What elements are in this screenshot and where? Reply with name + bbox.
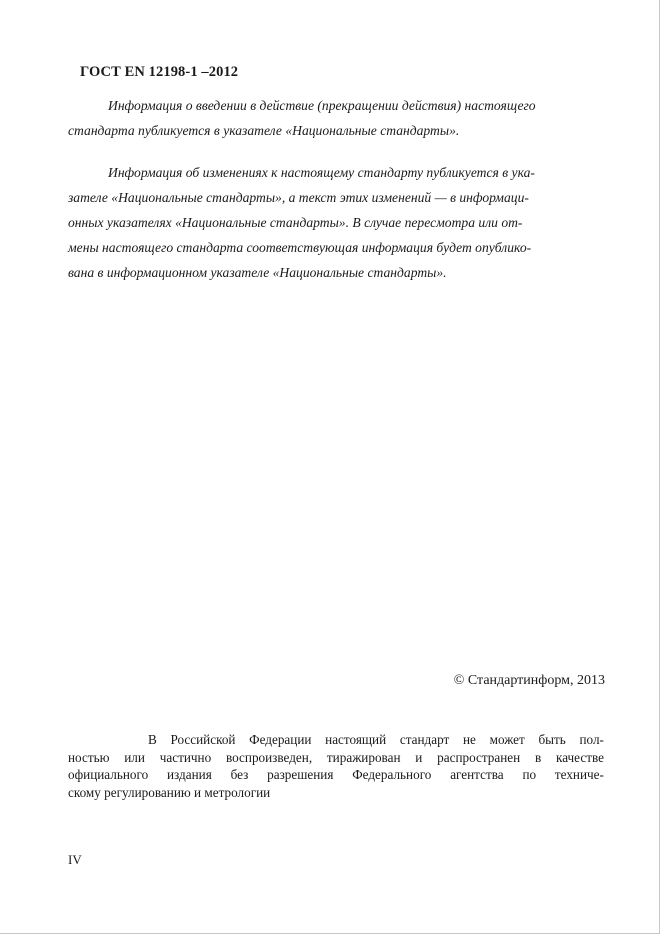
reproduction-notice <box>68 731 604 801</box>
notice-word: ностью <box>68 749 110 765</box>
document-code-header: ГОСТ EN 12198-1 –2012 <box>80 64 239 80</box>
notice-word: издания <box>167 767 212 782</box>
notice-line-text: скому регулированию и метрологии <box>68 784 271 800</box>
notice-word: без <box>230 767 249 782</box>
notice-word: Федерального <box>352 767 432 782</box>
notice-line <box>68 731 604 749</box>
paragraph-line: зателе «Национальные стандарты», а текст этих изменений — в информаци- <box>68 190 529 205</box>
notice-word: техниче- <box>554 767 604 782</box>
notice-word: Российской <box>170 732 236 747</box>
notice-word: и <box>415 749 423 765</box>
notice-word: Федерации <box>249 732 312 747</box>
notice-word: не <box>462 732 476 747</box>
notice-word: качестве <box>556 749 604 765</box>
paragraph-line: Информация об изменениях к настоящему стандарту публикуется в ука- <box>108 165 535 180</box>
publication-info-paragraph <box>68 93 600 143</box>
notice-word: частично <box>159 749 212 765</box>
notice-word: может <box>489 732 525 747</box>
paragraph-line: стандарта публикуется в указателе «Национальные стандарты». <box>68 123 460 138</box>
notice-word: в <box>535 749 542 765</box>
page-number: IV <box>68 852 82 867</box>
notice-line <box>68 766 604 784</box>
notice-word: официального <box>68 767 149 782</box>
notice-word: воспроизведен, <box>225 749 313 765</box>
paragraph-line: мены настоящего стандарта соответствующая информация будет опублико- <box>68 240 532 255</box>
notice-word: или <box>124 749 145 765</box>
amendments-info-paragraph <box>68 160 600 285</box>
paragraph-line: Информация о введении в действие (прекращении действия) настоящего <box>108 98 536 113</box>
paragraph-line: онных указателях «Национальные стандарты». В случае пересмотра или от- <box>68 215 523 230</box>
notice-word: пол- <box>579 732 604 747</box>
notice-word: настоящий <box>325 732 387 747</box>
notice-word: В <box>148 732 157 747</box>
notice-word: стандарт <box>399 732 450 747</box>
notice-line <box>68 749 604 767</box>
paragraph-line: вана в информационном указателе «Национальные стандарты». <box>68 265 447 280</box>
notice-word: по <box>522 767 537 782</box>
notice-word: разрешения <box>267 767 334 782</box>
notice-word: распространен <box>437 749 521 765</box>
notice-word: тиражирован <box>326 749 401 765</box>
notice-line <box>68 784 604 802</box>
notice-word: агентства <box>450 767 504 782</box>
copyright-notice: © Стандартинформ, 2013 <box>453 673 605 688</box>
notice-word: быть <box>538 732 566 747</box>
